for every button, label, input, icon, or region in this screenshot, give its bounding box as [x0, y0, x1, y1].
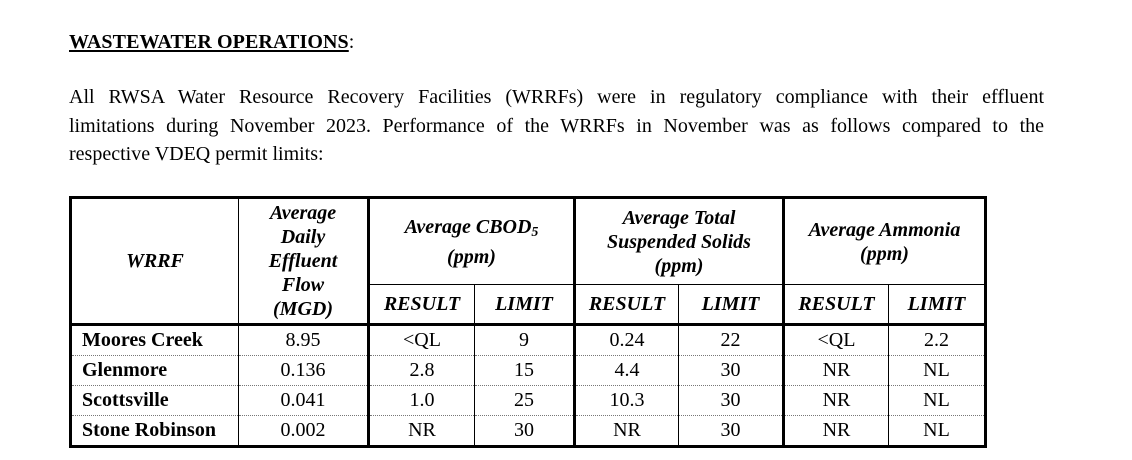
- row-cbod-result: 1.0: [369, 386, 475, 416]
- row-flow: 0.041: [239, 386, 369, 416]
- performance-table: [69, 196, 987, 448]
- header-cbod-subscript: 5: [531, 224, 539, 240]
- header-wrrf: WRRF: [71, 198, 239, 325]
- row-ammonia-limit: 2.2: [889, 325, 986, 356]
- row-tss-result: 10.3: [575, 386, 679, 416]
- row-tss-limit: 22: [679, 325, 784, 356]
- row-ammonia-result: <QL: [784, 325, 889, 356]
- section-title-colon: :: [348, 31, 355, 53]
- row-tss-limit: 30: [679, 416, 784, 447]
- intro-paragraph: [69, 83, 1044, 169]
- row-tss-result: NR: [575, 416, 679, 447]
- row-flow: 8.95: [239, 325, 369, 356]
- header-ammonia-line-1: Average Ammonia: [808, 218, 961, 241]
- row-cbod-result: <QL: [369, 325, 475, 356]
- header-ammonia-result: RESULT: [784, 285, 889, 325]
- row-wrrf-name: Scottsville: [71, 386, 239, 416]
- header-ammonia: [784, 198, 986, 285]
- header-flow-line-5: (MGD): [273, 298, 333, 320]
- header-tss: [575, 198, 784, 285]
- row-flow: 0.002: [239, 416, 369, 447]
- header-ammonia-limit: LIMIT: [889, 285, 986, 325]
- row-tss-limit: 30: [679, 356, 784, 386]
- row-ammonia-limit: NL: [889, 356, 986, 386]
- row-cbod-limit: 30: [475, 416, 575, 447]
- row-tss-limit: 30: [679, 386, 784, 416]
- row-ammonia-result: NR: [784, 416, 889, 447]
- row-wrrf-name: Glenmore: [71, 356, 239, 386]
- row-tss-result: 4.4: [575, 356, 679, 386]
- row-cbod-limit: 25: [475, 386, 575, 416]
- header-tss-line-2: Suspended Solids: [607, 230, 751, 253]
- row-cbod-limit: 9: [475, 325, 575, 356]
- row-ammonia-limit: NL: [889, 416, 986, 447]
- intro-line-1: All RWSA Water Resource Recovery Facilities (WRRFs) were in regulatory compliance with their effluent: [69, 86, 1044, 108]
- header-cbod: [369, 198, 575, 285]
- table-row: [71, 356, 986, 386]
- section-heading: [69, 31, 354, 54]
- intro-line-2: limitations during November 2023. Performance of the WRRFs in November was as follows compared to the: [69, 114, 1044, 137]
- section-title: WASTEWATER OPERATIONS: [69, 31, 349, 53]
- header-flow-line-1: Average: [269, 202, 337, 224]
- table-row: [71, 416, 986, 447]
- header-cbod-limit: LIMIT: [475, 285, 575, 325]
- header-ammonia-line-2: (ppm): [860, 242, 909, 265]
- header-flow: [239, 198, 369, 325]
- row-wrrf-name: Stone Robinson: [71, 416, 239, 447]
- row-ammonia-limit: NL: [889, 386, 986, 416]
- table-row: [71, 325, 986, 356]
- header-cbod-line-2: (ppm): [447, 245, 496, 268]
- row-ammonia-result: NR: [784, 386, 889, 416]
- row-cbod-result: 2.8: [369, 356, 475, 386]
- header-tss-limit: LIMIT: [679, 285, 784, 325]
- row-tss-result: 0.24: [575, 325, 679, 356]
- header-tss-line-1: Average Total: [622, 206, 736, 229]
- header-tss-result: RESULT: [575, 285, 679, 325]
- row-flow: 0.136: [239, 356, 369, 386]
- row-cbod-result: NR: [369, 416, 475, 447]
- table-row: [71, 386, 986, 416]
- header-cbod-result: RESULT: [369, 285, 475, 325]
- row-wrrf-name: Moores Creek: [71, 325, 239, 356]
- header-flow-line-4: Flow: [281, 274, 325, 296]
- header-flow-line-2: Daily: [280, 226, 326, 248]
- performance-table-wrap: [69, 196, 987, 448]
- header-cbod-line-1: Average CBOD: [404, 215, 532, 238]
- header-tss-line-3: (ppm): [654, 254, 704, 277]
- row-cbod-limit: 15: [475, 356, 575, 386]
- row-ammonia-result: NR: [784, 356, 889, 386]
- intro-line-3: respective VDEQ permit limits:: [69, 143, 324, 165]
- header-flow-line-3: Effluent: [268, 250, 338, 272]
